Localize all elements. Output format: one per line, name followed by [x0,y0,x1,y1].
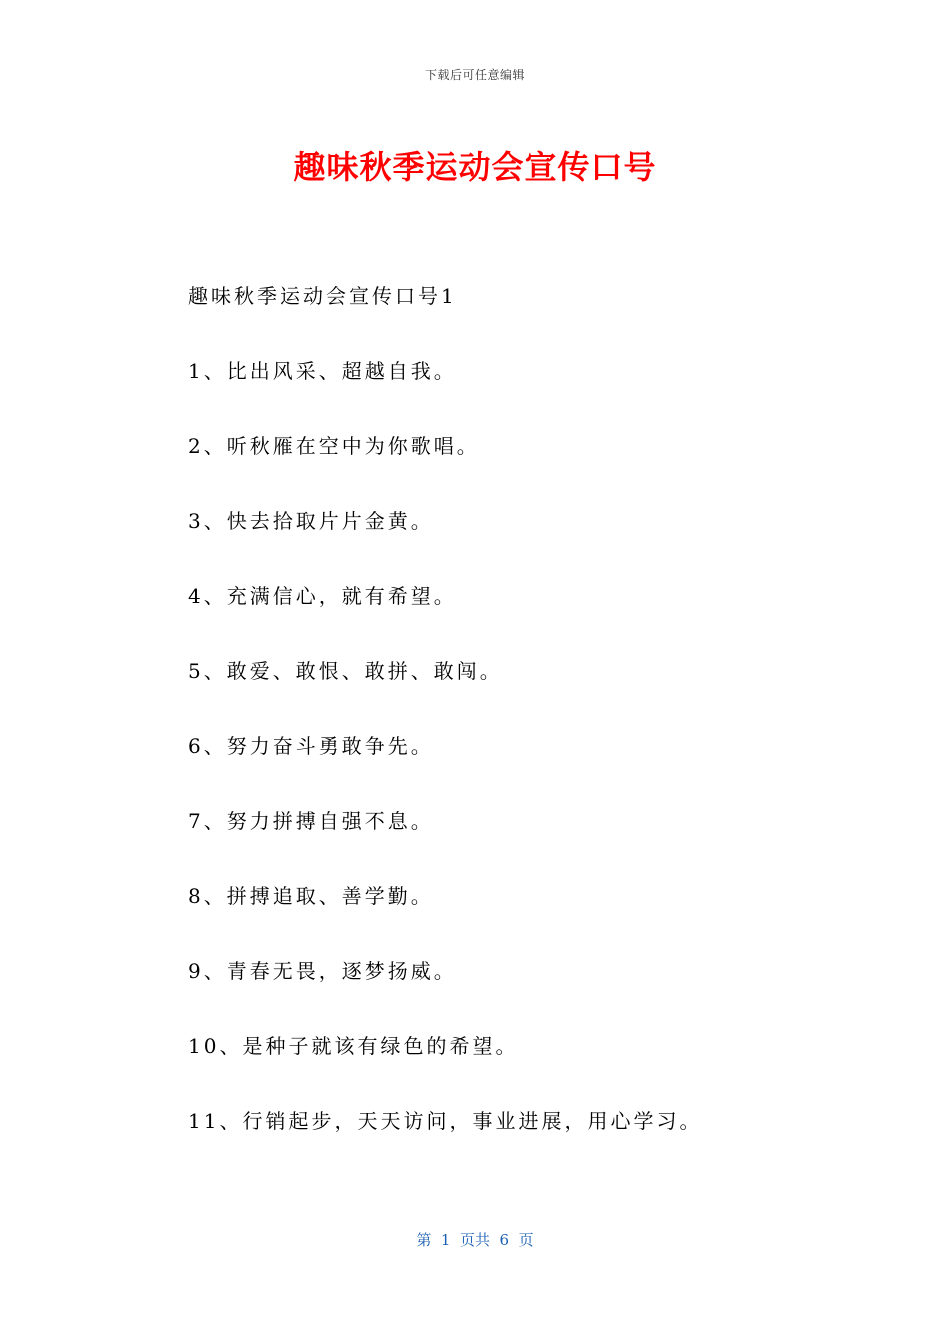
section-heading: 趣味秋季运动会宣传口号1 [188,284,457,308]
slogan-line-8: 8、拼搏追取、善学勤。 [188,884,434,908]
slogan-line-9: 9、青春无畏，逐梦扬威。 [188,959,457,983]
slogan-line-3: 3、快去拾取片片金黄。 [188,509,434,533]
slogan-line-10: 10、是种子就该有绿色的希望。 [188,1034,519,1058]
page-number-footer: 第 1 页共 6 页 [416,1231,534,1249]
document-title: 趣味秋季运动会宣传口号 [293,148,657,186]
slogan-line-5: 5、敢爱、敢恨、敢拼、敢闯。 [188,659,503,683]
slogan-line-11: 11、行销起步，天天访问，事业进展，用心学习。 [188,1109,703,1133]
document-body [188,281,888,1181]
page-header-note: 下载后可任意编辑 [424,68,525,82]
slogan-line-1: 1、比出风采、超越自我。 [188,359,457,383]
slogan-line-6: 6、努力奋斗勇敢争先。 [188,734,434,758]
slogan-line-7: 7、努力拼搏自强不息。 [188,809,434,833]
slogan-line-2: 2、听秋雁在空中为你歌唱。 [188,434,480,458]
slogan-line-4: 4、充满信心，就有希望。 [188,584,457,608]
